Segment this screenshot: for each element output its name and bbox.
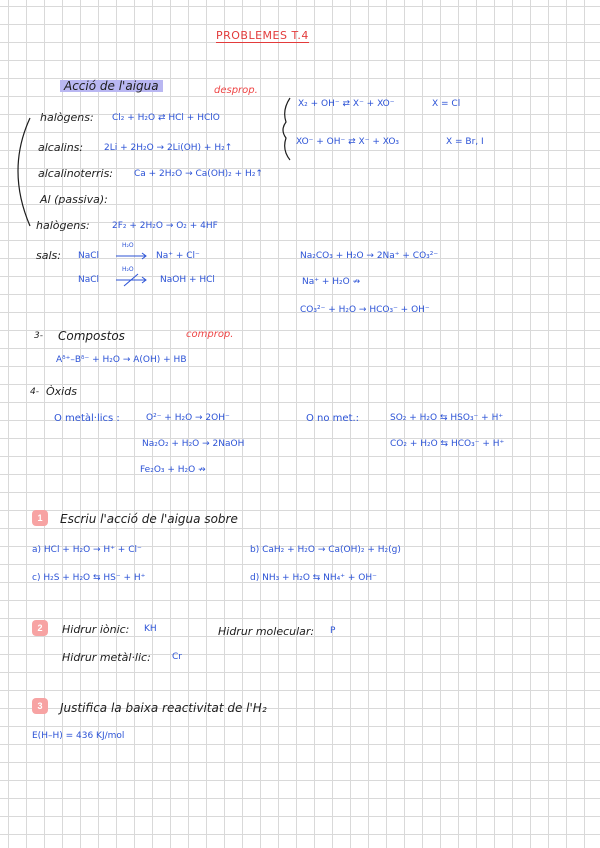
nonmetal-oxide-eq-1: SO₂ + H₂O ⇆ HSO₃⁻ + H⁺ — [390, 413, 504, 423]
problem2-badge: 2 — [32, 620, 48, 636]
metallic-hydride-value: Cr — [172, 652, 182, 662]
row-label-alkali: alcalins: — [38, 141, 84, 154]
row-eq-halogens: Cl₂ + H₂O ⇄ HCl + HClO — [112, 113, 220, 123]
section4-heading: Òxids — [46, 385, 77, 398]
nonmetal-oxides-label: O no met.: — [306, 413, 360, 424]
salts-eq2-over: H₂O — [122, 266, 134, 273]
metal-oxides-label: O metàl·lics : — [54, 413, 120, 424]
section4-number: 4- — [30, 387, 39, 397]
row-eq-alkaline-earth: Ca + 2H₂O → Ca(OH)₂ + H₂↑ — [134, 169, 263, 179]
metal-oxide-eq-3: Fe₂O₃ + H₂O ↛ — [140, 465, 206, 475]
row-label-halogens: halògens: — [40, 111, 94, 124]
salts-right-3: CO₃²⁻ + H₂O → HCO₃⁻ + OH⁻ — [300, 305, 430, 315]
row-label-alkaline-earth: alcalinoterris: — [38, 167, 114, 180]
problem1-b: b) CaH₂ + H₂O → Ca(OH)₂ + H₂(g) — [250, 545, 401, 555]
salts-right-2: Na⁺ + H₂O ↛ — [302, 277, 361, 287]
annotation-desprop: desprop. — [214, 85, 258, 96]
right-cond-2: X = Br, I — [446, 137, 484, 147]
problem3-statement: Justifica la baixa reactivitat de l'H₂ — [60, 701, 267, 715]
problem1-c: c) H₂S + H₂O ⇆ HS⁻ + H⁺ — [32, 573, 146, 583]
right-eq-2: XO⁻ + OH⁻ ⇄ X⁻ + XO₃ — [296, 137, 400, 147]
problem1-a: a) HCl + H₂O → H⁺ + Cl⁻ — [32, 545, 142, 555]
problem1-statement: Escriu l'acció de l'aigua sobre — [60, 512, 238, 526]
row-eq-halogens-2: 2F₂ + 2H₂O → O₂ + 4HF — [112, 221, 218, 231]
section-heading-water-action: Acció de l'aigua — [60, 80, 163, 92]
problem3-badge: 3 — [32, 698, 48, 714]
ionic-hydride-value: KH — [144, 624, 157, 634]
row-label-aluminium: Al (passiva): — [40, 193, 108, 206]
page-title: PROBLEMES T.4 — [216, 29, 309, 42]
salts-eq2-rhs: NaOH + HCl — [160, 275, 215, 285]
problem3-answer: E(H–H) = 436 KJ/mol — [32, 731, 125, 741]
ionic-hydride-label: Hidrur iònic: — [62, 623, 130, 636]
problem1-badge: 1 — [32, 510, 48, 526]
metal-oxide-eq-1: O²⁻ + H₂O → 2OH⁻ — [146, 413, 230, 423]
metallic-hydride-label: Hidrur metàl·lic: — [62, 651, 151, 664]
salts-eq1-over: H₂O — [122, 242, 134, 249]
section3-number: 3- — [34, 331, 43, 341]
row-eq-alkali: 2Li + 2H₂O → 2Li(OH) + H₂↑ — [104, 143, 233, 153]
right-eq-1: X₂ + OH⁻ ⇄ X⁻ + XO⁻ — [298, 99, 395, 109]
molecular-hydride-label: Hidrur molecular: — [218, 625, 315, 638]
salts-eq1-rhs: Na⁺ + Cl⁻ — [156, 251, 200, 261]
annotation-comprop: comprop. — [186, 329, 234, 340]
salts-eq2-lhs: NaCl — [78, 275, 100, 285]
section3-eq: Aᵟ⁺–Bᵟ⁻ + H₂O → A(OH) + HB — [56, 355, 187, 365]
row-label-halogens-2: halògens: — [36, 219, 90, 232]
metal-oxide-eq-2: Na₂O₂ + H₂O → 2NaOH — [142, 439, 245, 449]
molecular-hydride-value: P — [330, 626, 336, 636]
salts-right-1: Na₂CO₃ + H₂O → 2Na⁺ + CO₃²⁻ — [300, 251, 439, 261]
salts-label: sals: — [36, 249, 61, 262]
nonmetal-oxide-eq-2: CO₂ + H₂O ⇆ HCO₃⁻ + H⁺ — [390, 439, 505, 449]
salts-eq1-lhs: NaCl — [78, 251, 100, 261]
section3-heading: Compostos — [58, 329, 125, 343]
problem1-d: d) NH₃ + H₂O ⇆ NH₄⁺ + OH⁻ — [250, 573, 377, 583]
right-cond-1: X = Cl — [432, 99, 461, 109]
